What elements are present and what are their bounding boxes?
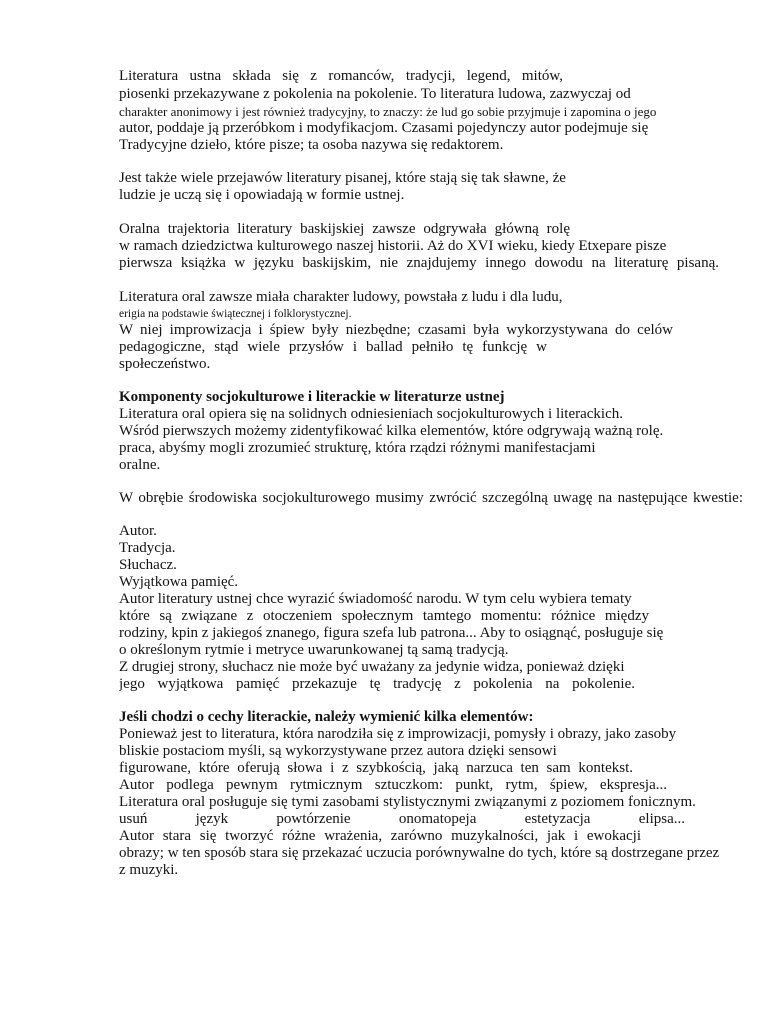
- text-line: w ramach dziedzictwa kulturowego naszej historii. Aż do XVI wieku, kiedy Etxepare pisze: [119, 238, 667, 254]
- list-item: Autor.: [119, 523, 157, 539]
- text-line: obrazy; w ten sposób stara się przekazać uczucia porównywalne do tych, które są dostrzegane przez: [119, 845, 720, 861]
- list-item: Wyjątkowa pamięć.: [119, 574, 239, 590]
- text-line: z muzyki.: [119, 862, 179, 878]
- text-line: erigia na podstawie świątecznej i folklorystycznej.: [119, 308, 352, 320]
- text-line: W obrębie środowiska socjokulturowego musimy zwrócić szczególną uwagę na następujące kwestie:: [119, 490, 743, 506]
- text-line: jego wyjątkowa pamięć przekazuje tę tradycję z pokolenia na pokolenie.: [119, 676, 635, 692]
- text-line: Jest także wiele przejawów literatury pisanej, które stają się tak sławne, że: [119, 170, 566, 186]
- text-line: oralne.: [119, 457, 161, 473]
- text-line: Literatura oral posługuje się tymi zasobami stylistycznymi związanymi z poziomem fonicznym.: [119, 794, 696, 810]
- text-line: społeczeństwo.: [119, 356, 211, 372]
- text-line: Autor literatury ustnej chce wyrazić świadomość narodu. W tym celu wybiera tematy: [119, 591, 632, 607]
- text-line: charakter anonimowy i jest również tradycyjny, to znaczy: że lud go sobie przyjmuje i zapomina o jego: [119, 104, 657, 119]
- text-line: Autor podlega pewnym rytmicznym sztuczkom: punkt, rytm, śpiew, ekspresja...: [119, 777, 667, 793]
- text-line: Tradycyjne dzieło, które pisze; ta osoba nazywa się redaktorem.: [119, 137, 504, 153]
- list-item: Słuchacz.: [119, 557, 177, 573]
- text-line: autor, poddaje ją przeróbkom i modyfikacjom. Czasami pojedynczy autor podejmuje się: [119, 120, 649, 136]
- text-line: Z drugiej strony, słuchacz nie może być uważany za jedynie widza, ponieważ dzięki: [119, 659, 625, 675]
- text-line: pierwsza książka w języku baskijskim, nie znajdujemy innego dowodu na literaturę pisaną.: [119, 255, 719, 271]
- text-line: usuń język powtórzenie onomatopeja estetyzacja elipsa...: [119, 811, 685, 827]
- text-line: piosenki przekazywane z pokolenia na pokolenie. To literatura ludowa, zazwyczaj od: [119, 86, 631, 102]
- text-line: Literatura oral opiera się na solidnych odniesieniach socjokulturowych i literackich.: [119, 406, 623, 422]
- text-line: bliskie postaciom myśli, są wykorzystywane przez autora dzięki sensowi: [119, 743, 557, 759]
- text-line: ludzie je uczą się i opowiadają w formie ustnej.: [119, 187, 405, 203]
- section-heading: Jeśli chodzi o cechy literackie, należy wymienić kilka elementów:: [119, 709, 534, 725]
- text-line: Literatura ustna składa się z romanców, tradycji, legend, mitów,: [119, 68, 563, 84]
- text-line: Literatura oral zawsze miała charakter ludowy, powstała z ludu i dla ludu,: [119, 289, 563, 305]
- list-item: Tradycja.: [119, 540, 176, 556]
- text-line: figurowane, które oferują słowa i z szybkością, jaką narzuca ten sam kontekst.: [119, 760, 633, 776]
- section-heading: Komponenty socjokulturowe i literackie w literaturze ustnej: [119, 389, 505, 405]
- text-line: pedagogiczne, stąd wiele przysłów i ballad pełniło tę funkcję w: [119, 339, 547, 355]
- text-line: Oralna trajektoria literatury baskijskiej zawsze odgrywała główną rolę: [119, 221, 570, 237]
- text-line: które są związane z otoczeniem społecznym tamtego momentu: różnice między: [119, 608, 649, 624]
- text-line: o określonym rytmie i metryce uwarunkowanej tą samą tradycją.: [119, 642, 509, 658]
- text-line: Wśród pierwszych możemy zidentyfikować kilka elementów, które odgrywają ważną rolę.: [119, 423, 664, 439]
- text-line: Autor stara się tworzyć różne wrażenia, zarówno muzykalności, jak i ewokacji: [119, 828, 641, 844]
- text-line: rodziny, kpin z jakiegoś znanego, figura szefa lub patrona... Aby to osiągnąć, posługuje się: [119, 625, 664, 641]
- text-line: W niej improwizacja i śpiew były niezbędne; czasami była wykorzystywana do celów: [119, 322, 673, 338]
- text-line: praca, abyśmy mogli zrozumieć strukturę, która rządzi różnymi manifestacjami: [119, 440, 596, 456]
- text-line: Ponieważ jest to literatura, która narodziła się z improwizacji, pomysły i obrazy, jako zasoby: [119, 726, 677, 742]
